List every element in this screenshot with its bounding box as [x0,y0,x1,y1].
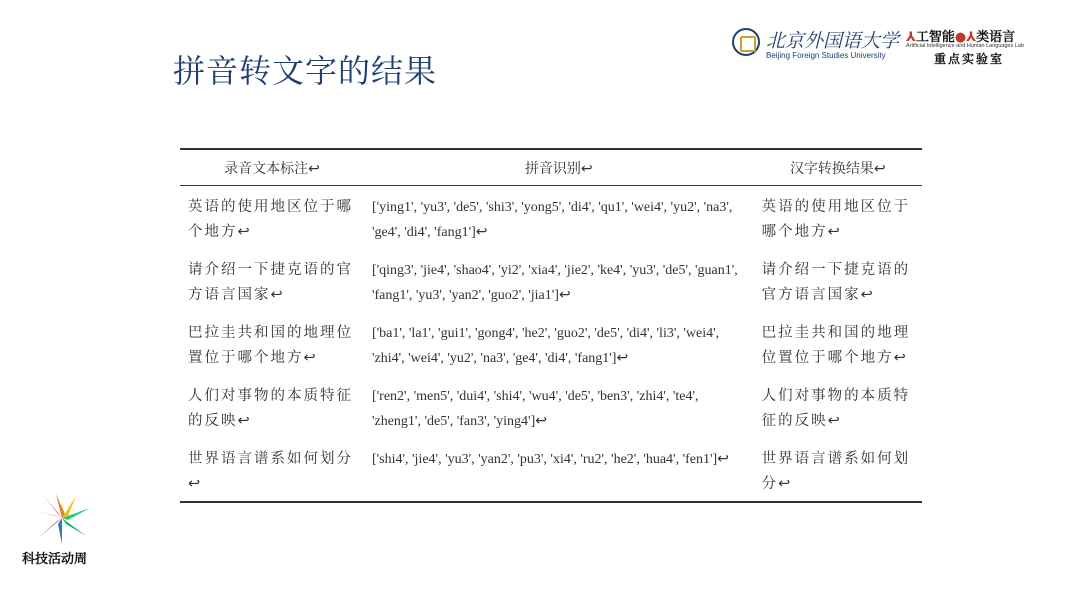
bfsu-name-en: Beijing Foreign Studies University [766,51,886,60]
lab-subtitle: 重点实验室 [934,52,1005,66]
cell-annotation: 英语的使用地区位于哪个地方↩ [188,199,353,240]
results-table [180,148,922,503]
science-week-label: 科技活动周 [22,552,88,567]
lab-glyph-icon-2: ⅄ [966,30,977,45]
cell-annotation: 巴拉圭共和国的地理位置位于哪个地方↩ [188,325,353,366]
cell-conversion: 巴拉圭共和国的地理位置位于哪个地方↩ [761,325,911,366]
lab-glyph-icon: ⅄ [906,30,916,45]
table-row [180,375,922,438]
university-seal-icon [732,28,760,56]
starburst-icon [32,492,92,546]
cell-conversion: 人们对事物的本质特征的反映↩ [761,388,911,429]
cell-pinyin: ['ying1', 'yu3', 'de5', 'shi3', 'yong5', 'di4', 'qu1', 'wei4', 'yu2', 'na3', 'ge4', 'di4', 'fang1']↩ [371,200,733,240]
cell-pinyin: ['shi4', 'jie4', 'yu3', 'yan2', 'pu3', 'xi4', 'ru2', 'he2', 'hua4', 'fen1']↩ [364,438,754,502]
table-row [180,312,922,375]
cell-conversion: 请介绍一下捷克语的官方语言国家↩ [761,262,911,303]
cell-annotation: 请介绍一下捷克语的官方语言国家↩ [188,262,353,303]
cell-pinyin: ['ren2', 'men5', 'dui4', 'shi4', 'wu4', 'de5', 'ben3', 'zhi4', 'te4', 'zheng1', 'de5', 'fan3', 'ying4']↩ [371,389,699,429]
table-row [180,186,922,250]
lab-name-part-a: 工智能 [915,30,955,45]
lab-name-part-b: 类语言 [976,30,1016,45]
table-row [180,438,922,502]
cell-annotation: 世界语言谱系如何划分↩ [180,438,364,502]
bfsu-name-cn: 北京外国语大学 [766,30,900,52]
brain-icon: ● [954,30,967,45]
cell-pinyin: ['qing3', 'jie4', 'shao4', 'yi2', 'xia4', 'jie2', 'ke4', 'yu3', 'de5', 'guan1', 'fang1', 'yu3', 'yan2', 'guo2', 'jia1']↩ [371,263,738,303]
cell-pinyin: ['ba1', 'la1', 'gui1', 'gong4', 'he2', 'guo2', 'de5', 'di4', 'li3', 'wei4', 'zhi4', 'wei4', 'yu2', 'na3', 'ge4', 'di4', 'fang1']↩ [371,326,720,366]
header-conversion: 汉字转换结果↩ [754,149,922,186]
table-row [180,249,922,312]
lab-name-en: Artificial Intelligence and Human Languages Lab [906,43,1025,49]
cell-conversion: 世界语言谱系如何划分↩ [754,438,922,502]
lab-logo [906,26,1046,70]
science-week-logo [20,492,110,572]
bfsu-logo [732,26,900,66]
header-annotation: 录音文本标注↩ [180,149,364,186]
slide-title: 拼音转文字的结果 [173,52,438,90]
header-pinyin: 拼音识别↩ [364,149,754,186]
table-header-row [180,149,922,186]
cell-annotation: 人们对事物的本质特征的反映↩ [188,388,353,429]
cell-conversion: 英语的使用地区位于哪个地方↩ [761,199,911,240]
